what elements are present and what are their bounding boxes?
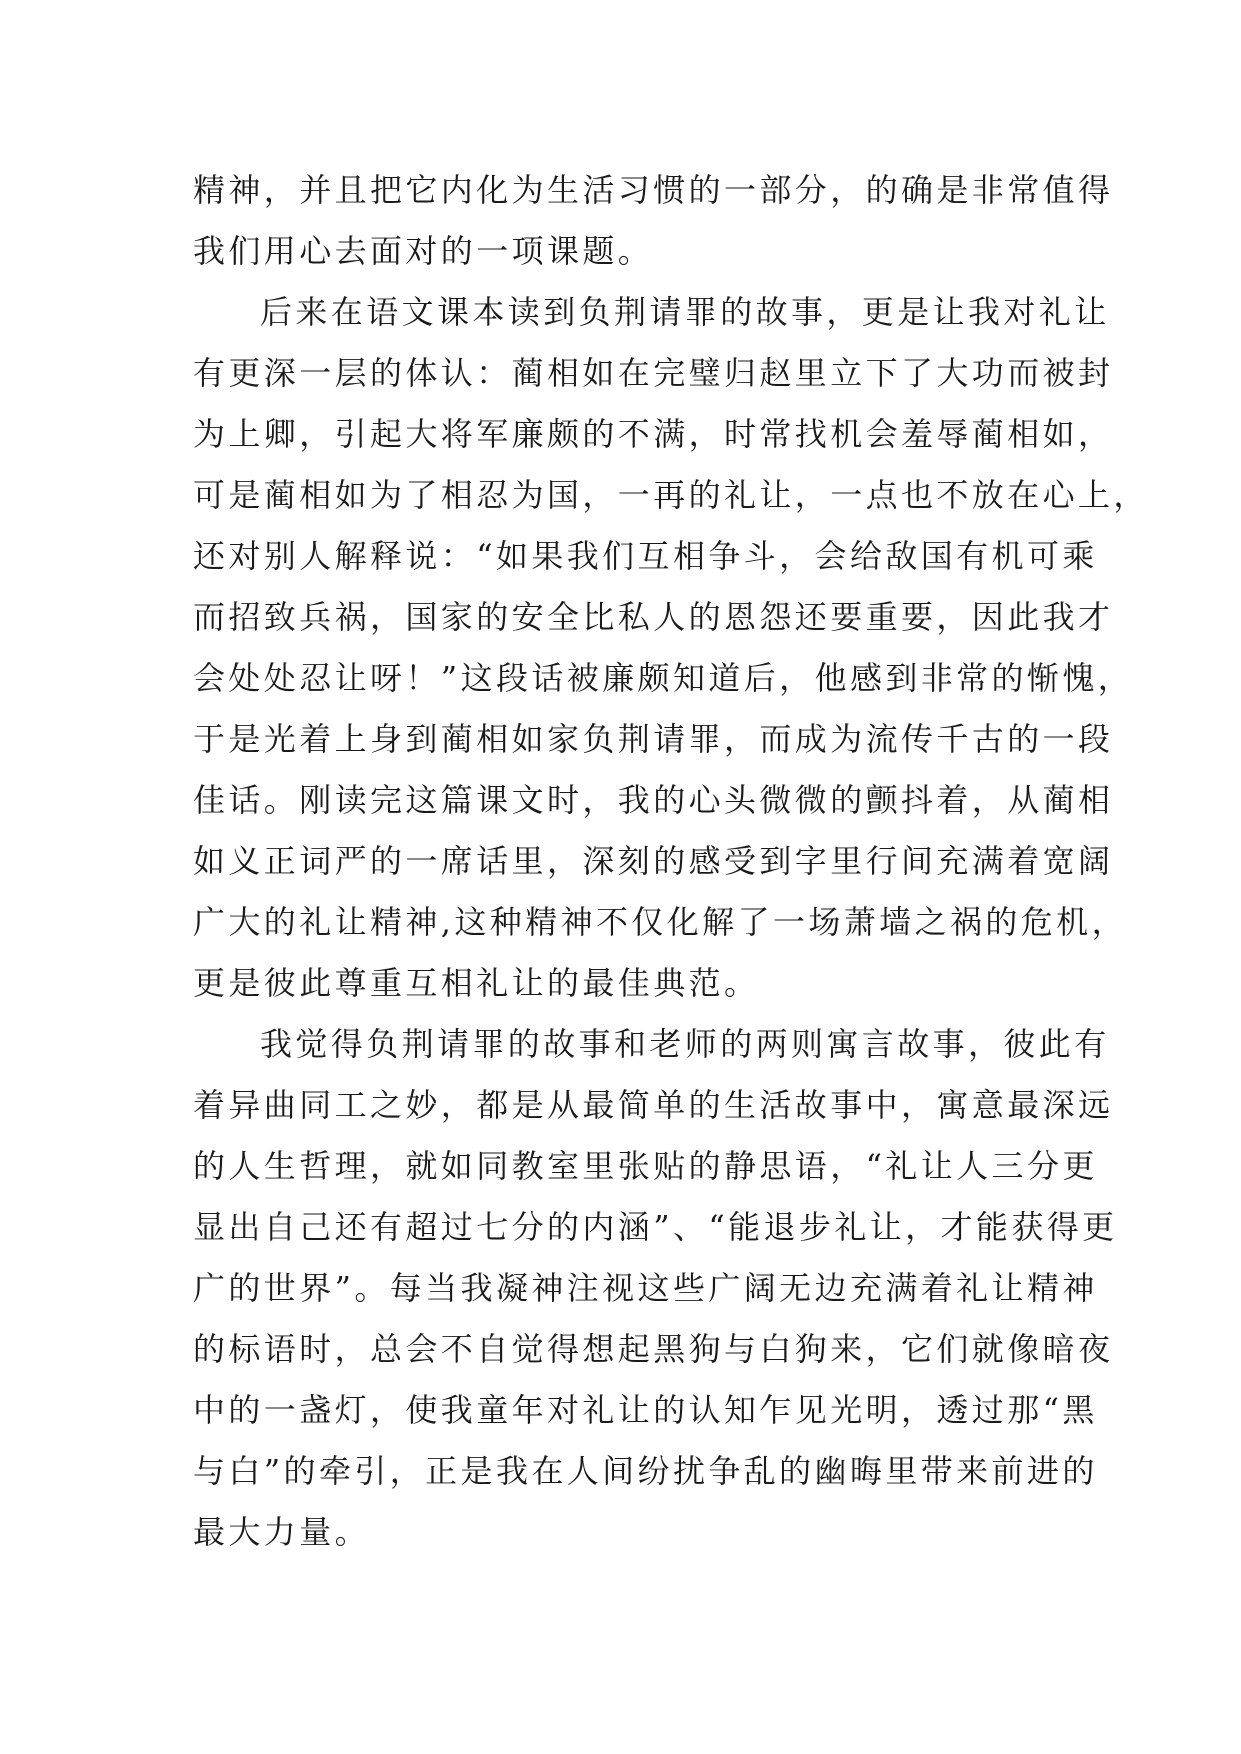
text-line: 广大的礼让精神,这种精神不仅化解了一场萧墙之祸的危机， [193,903,1127,941]
text-line: 更是彼此尊重互相礼让的最佳典范。 [193,964,760,1002]
text-line: 佳话。刚读完这篇课文时，我的心头微微的颤抖着，从蔺相 [193,781,1114,819]
paragraph-1 [193,160,1114,282]
text-line: 而招致兵祸，国家的安全比私人的恩怨还要重要，因此我才 [193,598,1114,636]
text-line: 如义正词严的一席话里，深刻的感受到字里行间充满着宽阔 [193,842,1114,880]
text-line: 于是光着上身到蔺相如家负荆请罪，而成为流传千古的一段 [193,720,1114,758]
text-line: 与白”的牵引，正是我在人间纷扰争乱的幽晦里带来前进的 [193,1452,1098,1490]
text-line: 有更深一层的体认：蔺相如在完璧归赵里立下了大功而被封 [193,354,1114,392]
text-line: 的人生哲理，就如同教室里张贴的静思语，“礼让人三分更 [193,1147,1098,1185]
text-line: 着异曲同工之妙，都是从最简单的生活故事中，寓意最深远 [193,1086,1114,1124]
text-line: 最大力量。 [193,1513,371,1551]
text-line: 广的世界”。每当我凝神注视这些广阔无边充满着礼让精神 [193,1269,1098,1307]
paragraph-2 [193,282,1149,1014]
text-line: 我觉得负荆请罪的故事和老师的两则寓言故事，彼此有 [260,1025,1110,1063]
text-line: 中的一盏灯，使我童年对礼让的认知乍见光明，透过那“黑 [193,1391,1098,1429]
text-line: 的标语时，总会不自觉得想起黑狗与白狗来，它们就像暗夜 [193,1330,1114,1368]
text-line: 精神，并且把它内化为生活习惯的一部分，的确是非常值得 [193,171,1114,209]
text-line: 我们用心去面对的一项课题。 [193,232,654,270]
paragraph-3 [193,1014,1118,1563]
text-line: 可是蔺相如为了相忍为国，一再的礼让，一点也不放在心上， [193,476,1149,514]
text-line: 会处处忍让呀！”这段话被廉颇知道后，他感到非常的惭愧， [193,659,1134,697]
text-line: 后来在语文课本读到负荆请罪的故事，更是让我对礼让 [260,293,1110,331]
text-line: 显出自己还有超过七分的内涵”、“能退步礼让，才能获得更 [193,1208,1118,1246]
text-line: 还对别人解释说：“如果我们互相争斗，会给敌国有机可乘 [193,537,1098,575]
document-body [193,160,1149,1563]
text-line: 为上卿，引起大将军廉颇的不满，时常找机会羞辱蔺相如， [193,415,1114,453]
